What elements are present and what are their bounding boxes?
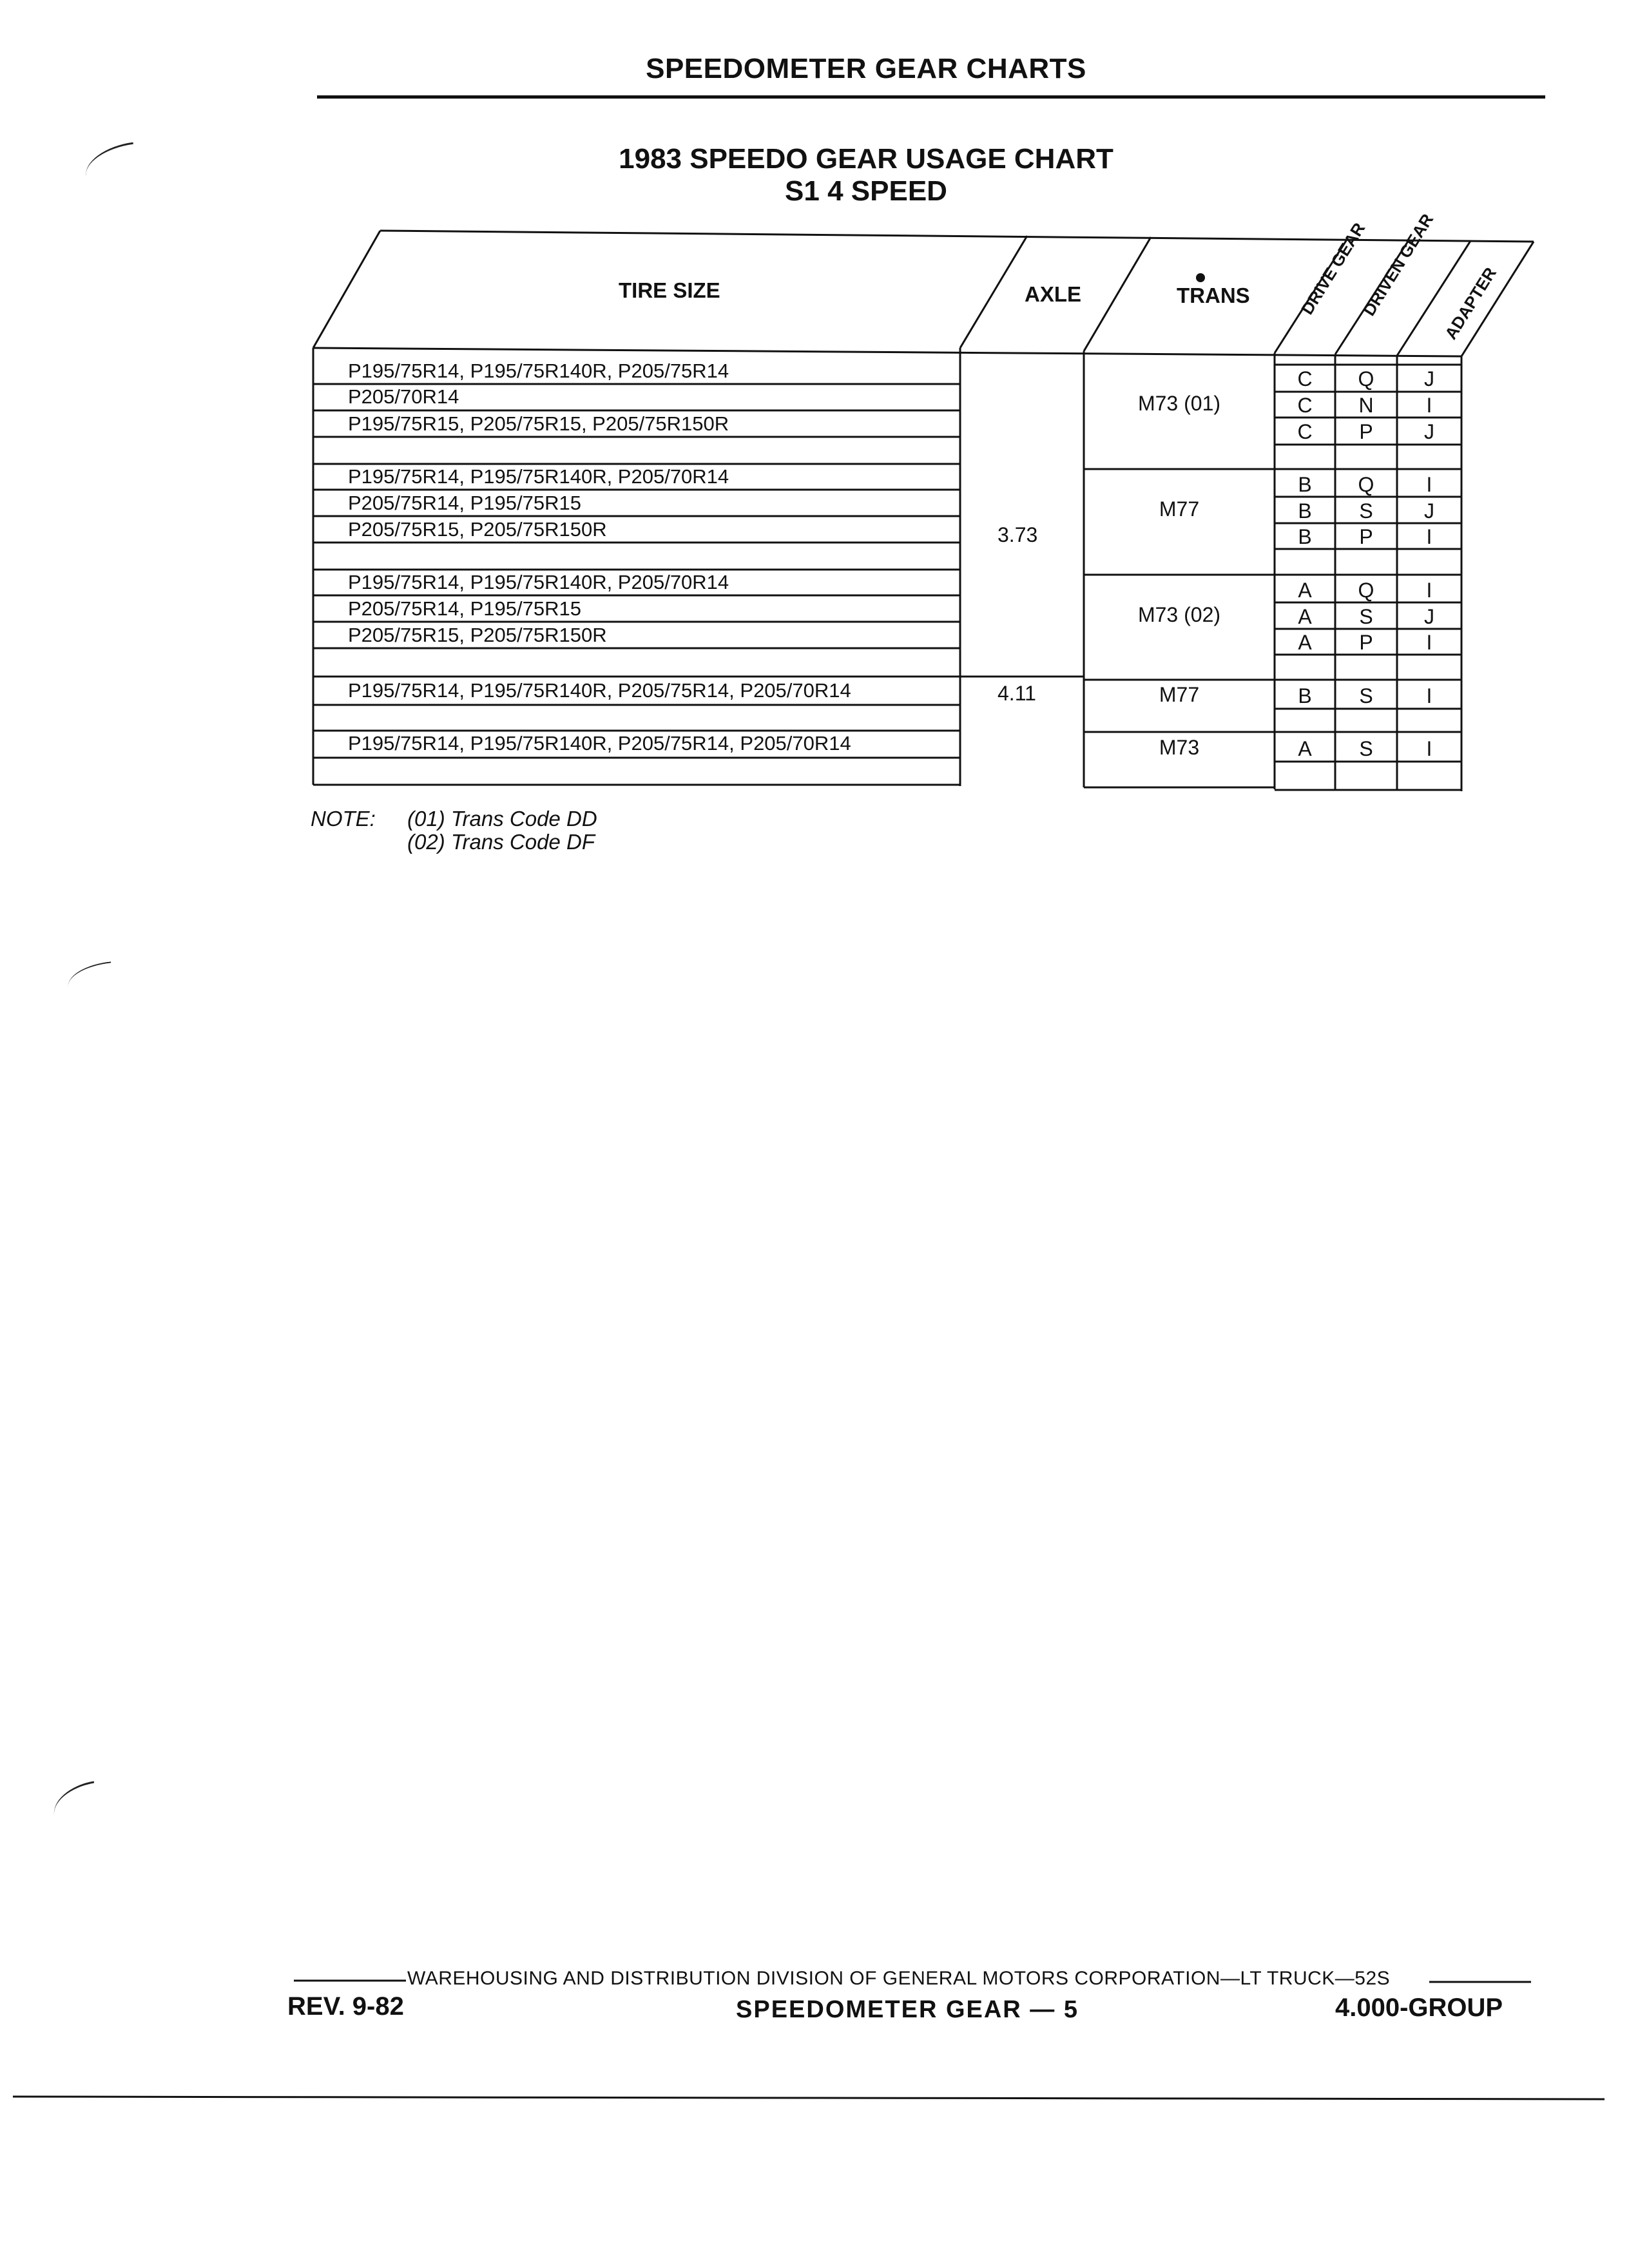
- adapter-11: I: [1426, 737, 1432, 760]
- adapter-5: J: [1424, 499, 1434, 523]
- note-label: NOTE:: [311, 807, 376, 831]
- tire-row-11: P195/75R14, P195/75R140R, P205/75R14, P205/70R14: [348, 732, 851, 754]
- drive-gear-3: C: [1297, 420, 1313, 443]
- drive-gear-9: A: [1298, 631, 1312, 654]
- driven-gear-11: S: [1359, 737, 1373, 760]
- adapter-4: I: [1426, 473, 1432, 496]
- driven-gear-2: N: [1358, 394, 1374, 417]
- footer-revision: REV. 9-82: [287, 1992, 404, 2021]
- trans-value-4: M77: [1159, 683, 1200, 706]
- tire-row-10: P195/75R14, P195/75R140R, P205/75R14, P205/70R14: [348, 679, 851, 702]
- page-header: SPEEDOMETER GEAR CHARTS: [646, 53, 1086, 84]
- axle-value-2: 4.11: [998, 682, 1036, 705]
- driven-gear-8: S: [1359, 605, 1373, 628]
- drive-gear-4: B: [1298, 473, 1312, 496]
- axle-value-1: 3.73: [998, 523, 1038, 546]
- drive-gear-10: B: [1298, 684, 1312, 707]
- chart-subtitle: S1 4 SPEED: [785, 175, 947, 207]
- drive-gear-6: B: [1298, 525, 1312, 548]
- note-01: (01) Trans Code DD: [407, 807, 597, 831]
- trans-marker-icon: [1196, 273, 1205, 282]
- tire-row-1: P195/75R14, P195/75R140R, P205/75R14: [348, 360, 729, 382]
- drive-gear-5: B: [1298, 499, 1312, 523]
- adapter-9: I: [1426, 631, 1432, 654]
- drive-gear-11: A: [1298, 737, 1312, 760]
- column-header-tire-size: TIRE SIZE: [619, 278, 720, 302]
- adapter-2: I: [1426, 394, 1432, 417]
- adapter-6: I: [1426, 525, 1432, 548]
- trans-value-1: M73 (01): [1137, 392, 1221, 415]
- trans-value-5: M73: [1159, 736, 1200, 759]
- column-header-trans: TRANS: [1177, 284, 1250, 307]
- driven-gear-5: S: [1359, 499, 1373, 523]
- chart-title: 1983 SPEEDO GEAR USAGE CHART: [619, 143, 1113, 175]
- drive-gear-1: C: [1297, 367, 1313, 390]
- adapter-3: J: [1424, 420, 1434, 443]
- tire-row-4: P195/75R14, P195/75R140R, P205/70R14: [348, 465, 729, 488]
- tire-row-9: P205/75R15, P205/75R150R: [348, 624, 607, 646]
- driven-gear-7: Q: [1358, 579, 1374, 602]
- tire-row-3: P195/75R15, P205/75R15, P205/75R150R: [348, 412, 729, 435]
- column-header-drive-gear-text: DRIVE GEAR: [1297, 219, 1369, 318]
- adapter-7: I: [1426, 579, 1432, 602]
- driven-gear-1: Q: [1358, 367, 1374, 390]
- driven-gear-3: P: [1359, 420, 1373, 443]
- tire-row-7: P195/75R14, P195/75R140R, P205/70R14: [348, 571, 729, 593]
- footer-group: 4.000-GROUP: [1335, 1994, 1503, 2022]
- footer-division-line: WAREHOUSING AND DISTRIBUTION DIVISION OF GENERAL MOTORS CORPORATION—LT TRUCK—52S: [407, 1968, 1391, 1989]
- footer-page-label: SPEEDOMETER GEAR — 5: [736, 1996, 1079, 2023]
- tire-row-5: P205/75R14, P195/75R15: [348, 492, 581, 514]
- tire-row-2: P205/70R14: [348, 385, 459, 408]
- adapter-10: I: [1426, 684, 1432, 707]
- driven-gear-10: S: [1359, 684, 1373, 707]
- column-header-driven-gear-text: DRIVEN GEAR: [1359, 210, 1438, 320]
- drive-gear-7: A: [1298, 579, 1312, 602]
- column-header-axle: AXLE: [1025, 282, 1082, 306]
- trans-value-2: M77: [1159, 497, 1200, 521]
- driven-gear-4: Q: [1358, 473, 1374, 496]
- column-header-adapter-text: ADAPTER: [1441, 264, 1501, 343]
- tire-row-6: P205/75R15, P205/75R150R: [348, 518, 607, 541]
- driven-gear-9: P: [1359, 631, 1373, 654]
- note-02: (02) Trans Code DF: [407, 830, 595, 854]
- adapter-8: J: [1424, 605, 1434, 628]
- drive-gear-2: C: [1297, 394, 1313, 417]
- trans-value-3: M73 (02): [1137, 603, 1221, 626]
- adapter-1: J: [1424, 367, 1434, 390]
- driven-gear-6: P: [1359, 525, 1373, 548]
- drive-gear-8: A: [1298, 605, 1312, 628]
- tire-row-8: P205/75R14, P195/75R15: [348, 597, 581, 620]
